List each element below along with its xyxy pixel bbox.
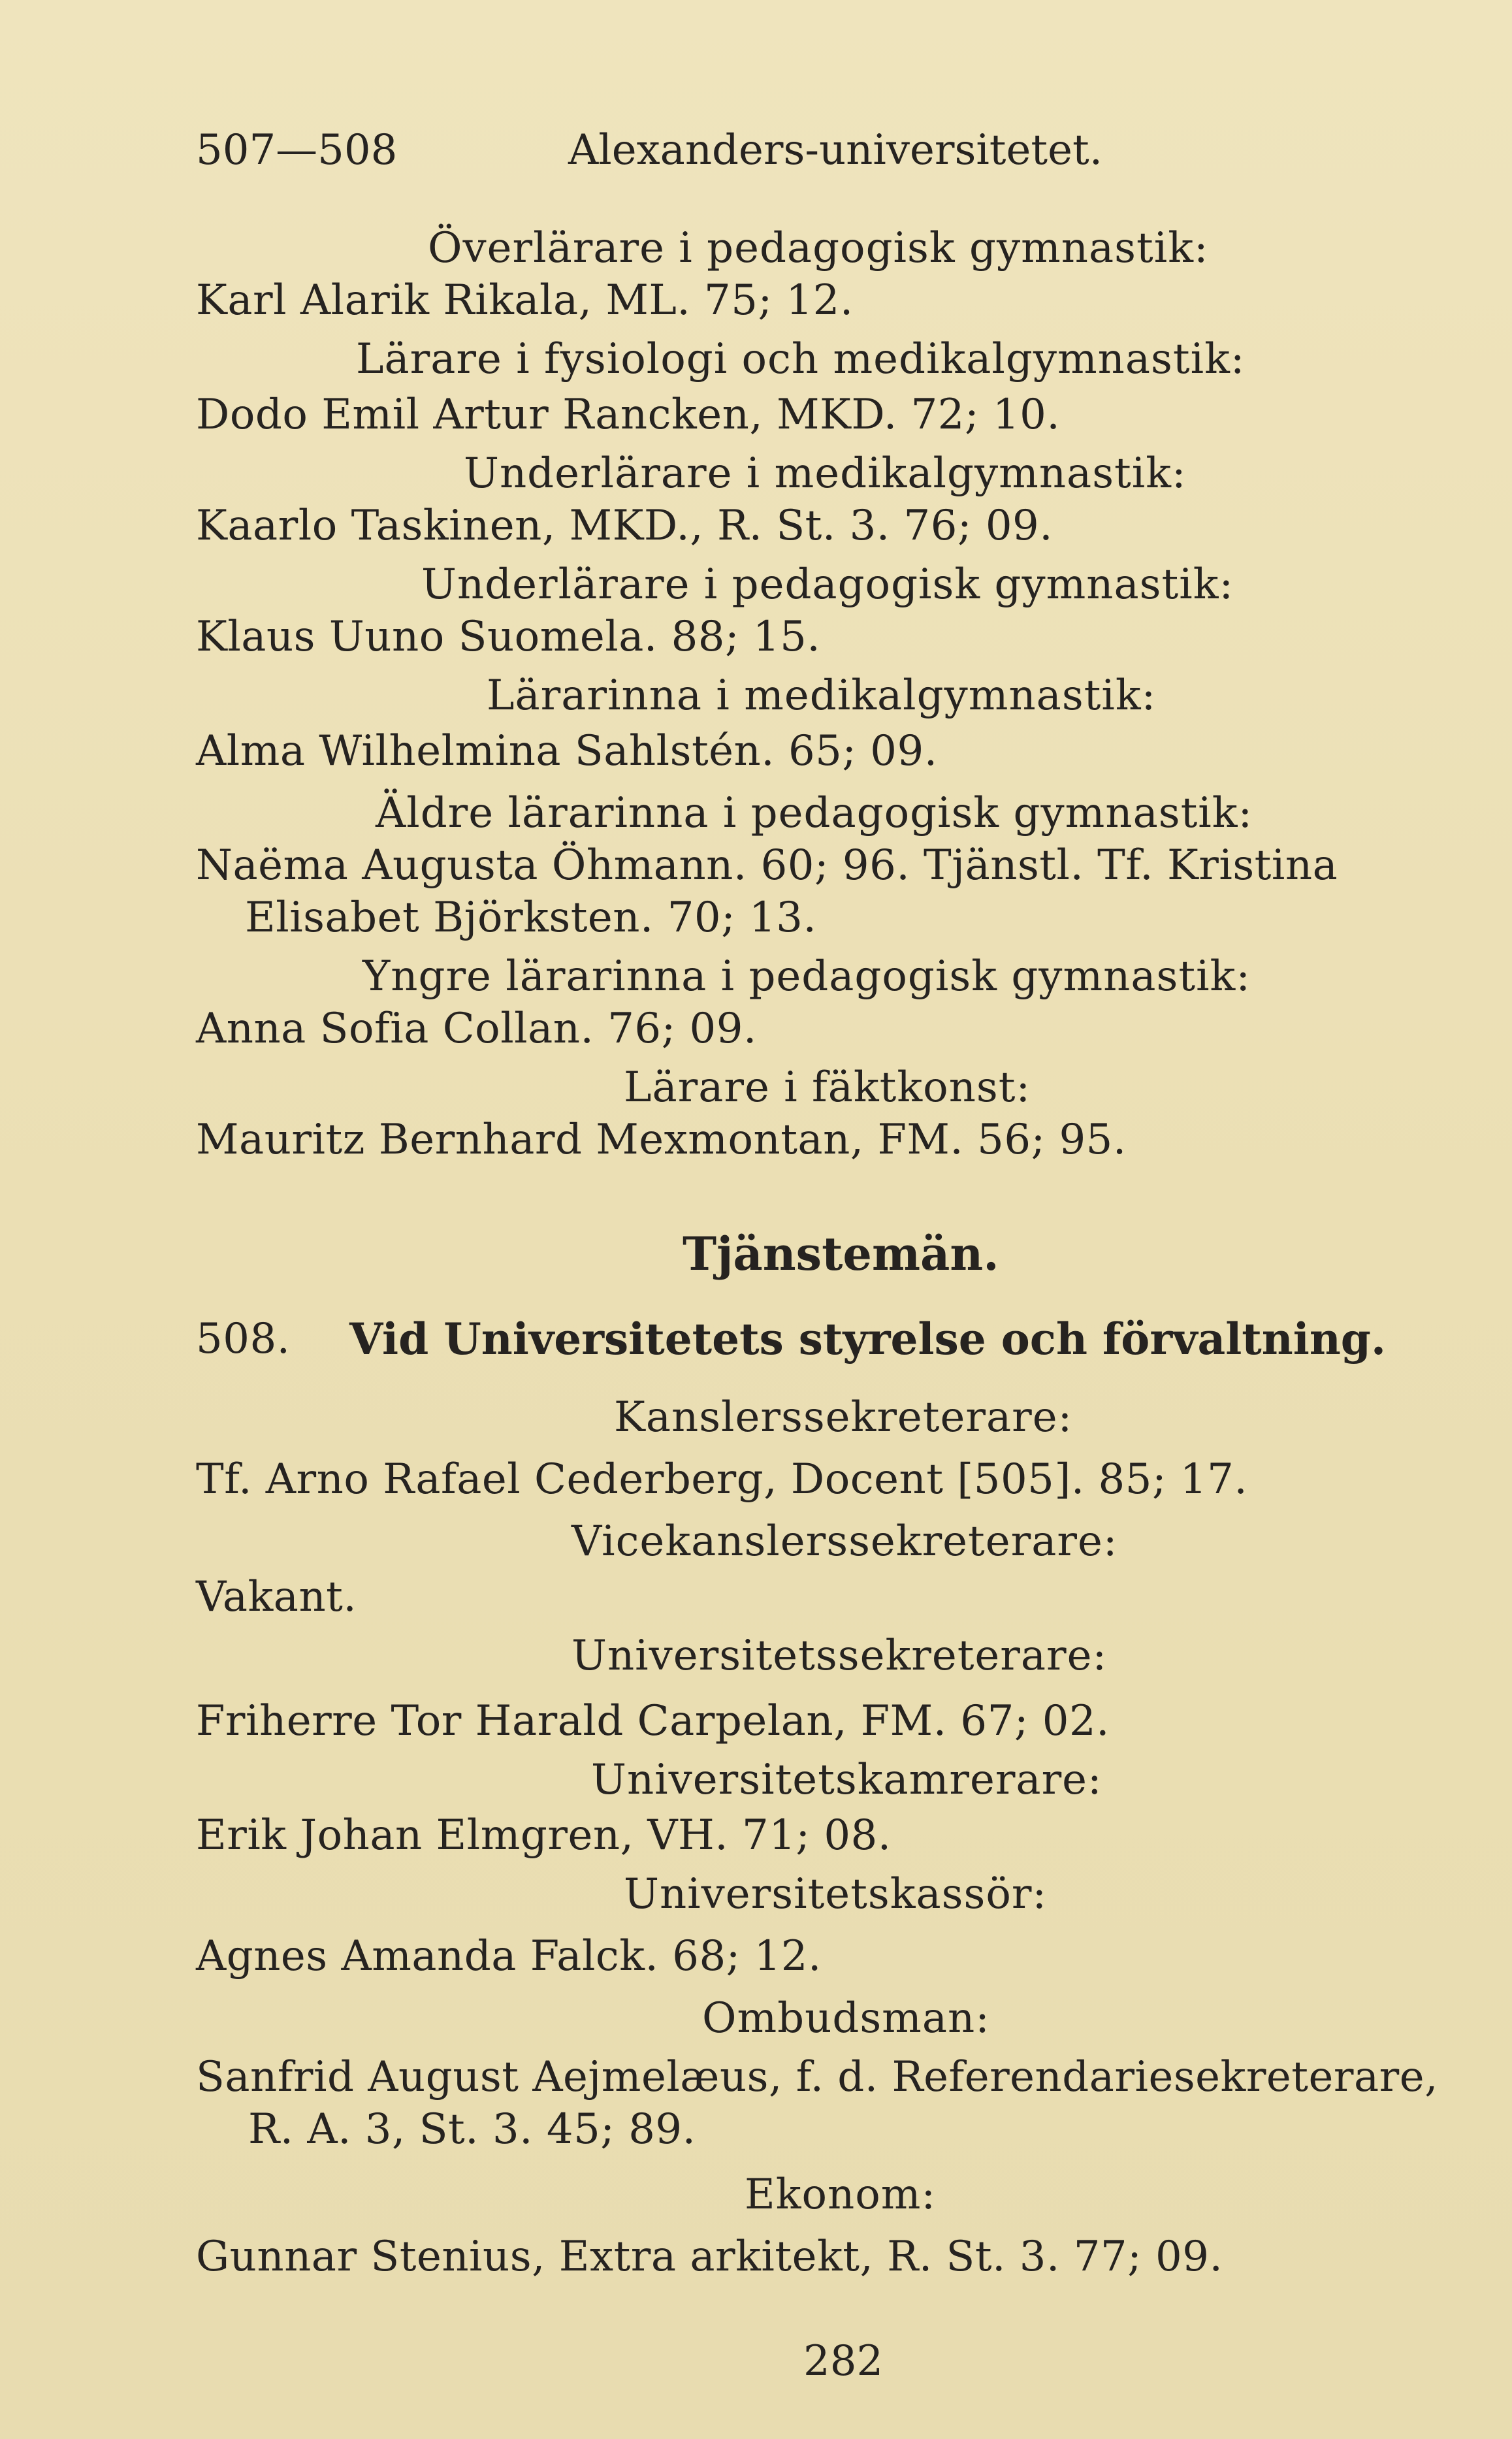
person-entry: Dodo Emil Artur Rancken, MKD. 72; 10. <box>196 391 1061 439</box>
person-entry-continued: R. A. 3, St. 3. 45; 89. <box>248 2105 696 2154</box>
page-number: 282 <box>803 2337 884 2385</box>
person-entry: Tf. Arno Rafael Cederberg, Docent [505]. 85; 17. <box>196 1455 1248 1504</box>
role-heading: Vicekanslerssekreterare: <box>571 1517 1118 1566</box>
role-heading: Kanslerssekreterare: <box>614 1393 1073 1442</box>
person-entry: Agnes Amanda Falck. 68; 12. <box>196 1932 822 1980</box>
person-entry: Erik Johan Elmgren, VH. 71; 08. <box>196 1811 892 1860</box>
column-numbers: 507—508 <box>196 126 398 174</box>
person-entry: Alma Wilhelmina Sahlstén. 65; 09. <box>196 727 938 775</box>
role-heading: Lärare i fysiologi och medikalgymnastik: <box>356 335 1246 383</box>
person-entry: Karl Alarik Rikala, ML. 75; 12. <box>196 276 854 325</box>
section-number: 508. <box>196 1315 291 1363</box>
role-heading: Universitetssekreterare: <box>571 1632 1108 1680</box>
section-subheading: Vid Universitetets styrelse och förvaltning. <box>349 1314 1386 1365</box>
person-entry: Anna Sofia Collan. 76; 09. <box>196 1005 757 1053</box>
person-entry: Friherre Tor Harald Carpelan, FM. 67; 02. <box>196 1697 1110 1745</box>
person-entry: Vakant. <box>196 1573 357 1621</box>
person-entry: Mauritz Bernhard Mexmontan, FM. 56; 95. <box>196 1116 1127 1164</box>
role-heading: Lärare i fäktkonst: <box>624 1063 1031 1112</box>
person-entry: Kaarlo Taskinen, MKD., R. St. 3. 76; 09. <box>196 502 1054 550</box>
role-heading: Överlärare i pedagogisk gymnastik: <box>428 224 1209 272</box>
role-heading: Äldre lärarinna i pedagogisk gymnastik: <box>376 789 1253 837</box>
role-heading: Universitetskassör: <box>624 1870 1048 1918</box>
section-heading: Tjänstemän. <box>683 1227 999 1281</box>
person-entry: Sanfrid August Aejmelæus, f. d. Referendariesekreterare, <box>196 2053 1438 2101</box>
role-heading: Ekonom: <box>745 2171 937 2219</box>
person-entry: Naëma Augusta Öhmann. 60; 96. Tjänstl. Tf. Kristina <box>196 841 1338 890</box>
role-heading: Underlärare i pedagogisk gymnastik: <box>421 560 1234 609</box>
person-entry: Klaus Uuno Suomela. 88; 15. <box>196 613 821 661</box>
running-title: Alexanders-universitetet. <box>568 126 1103 174</box>
role-heading: Underlärare i medikalgymnastik: <box>464 449 1187 498</box>
person-entry: Gunnar Stenius, Extra arkitekt, R. St. 3. 77; 09. <box>196 2233 1223 2281</box>
person-entry-continued: Elisabet Björksten. 70; 13. <box>245 894 817 942</box>
role-heading: Yngre lärarinna i pedagogisk gymnastik: <box>362 952 1251 1001</box>
role-heading: Lärarinna i medikalgymnastik: <box>487 671 1157 720</box>
role-heading: Universitetskamrerare: <box>591 1756 1102 1804</box>
role-heading: Ombudsman: <box>702 1994 990 2043</box>
